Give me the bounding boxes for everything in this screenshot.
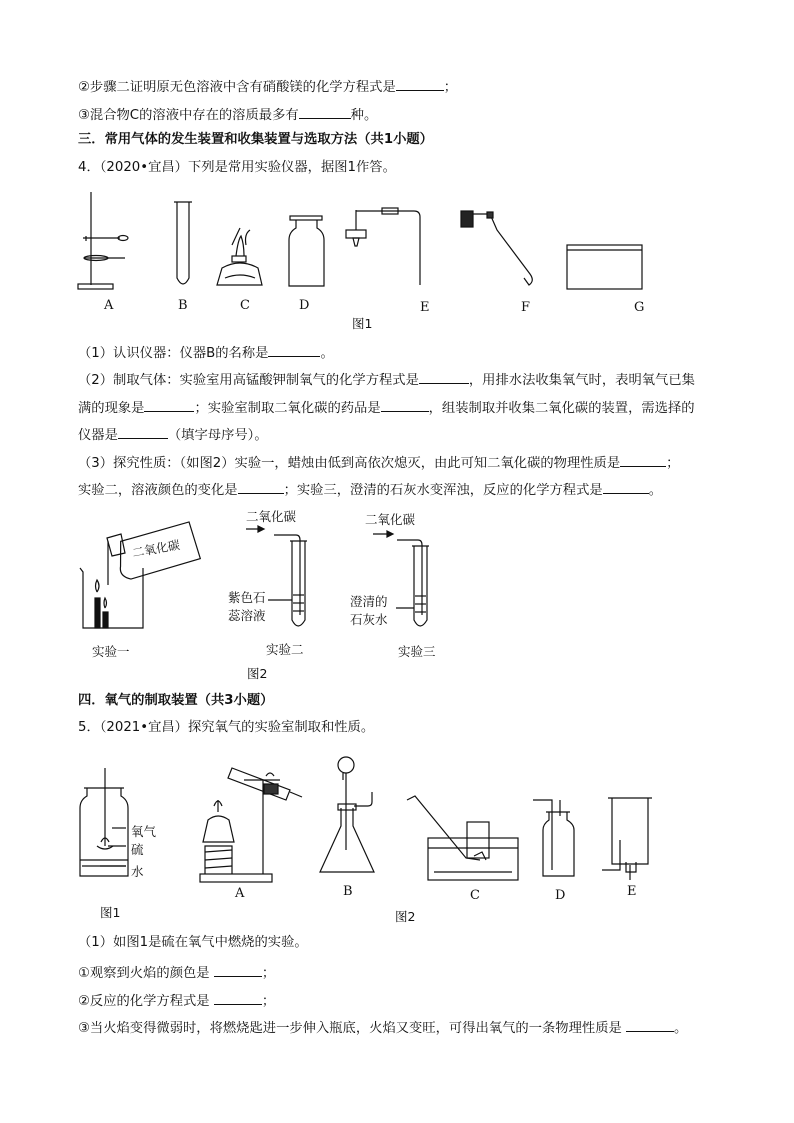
- exp3-gas-label: 二氧化碳: [365, 512, 416, 527]
- q5-stem: 5．（2021•宜昌）探究氧气的实验室制取和性质。: [78, 720, 375, 735]
- exp3-solution-label-1: 澄清的: [350, 594, 388, 609]
- fig1-label-e: E: [420, 300, 430, 315]
- sulfur-burning-jar-icon: [80, 768, 128, 876]
- exp3-solution-label-2: 石灰水: [350, 612, 388, 627]
- q5-part1: （1）如图1是硫在氧气中燃烧的实验。: [78, 935, 308, 950]
- q3-item2-line: ②步骤二证明原无色溶液中含有硝酸镁的化学方程式是 ；: [78, 76, 457, 97]
- apparatus-e-icon: [602, 798, 652, 880]
- apparatus-d-icon: [533, 800, 574, 876]
- q5-fig2-label-c: C: [470, 888, 480, 903]
- q5-fig2-label-e: E: [627, 884, 637, 899]
- answer-blank[interactable]: [626, 1017, 674, 1032]
- q4-part3-line2: 实验二，溶液颜色的变化是 ；实验三，澄清的石灰水变浑浊，反应的化学方程式是 。: [78, 479, 662, 500]
- section4-heading: 四．氧气的制取装置（共3小题）: [78, 693, 274, 708]
- q4-part1: （1）认识仪器：仪器B的名称是 。: [78, 342, 334, 363]
- q4-stem: 4．（2020•宜昌）下列是常用实验仪器，据图1作答。: [78, 160, 396, 175]
- q5-sub1: ①观察到火焰的颜色是 ；: [78, 962, 275, 983]
- fig1-oxygen-label: 氧气: [131, 824, 157, 839]
- q5-fig2-label-b: B: [343, 884, 353, 899]
- q5-fig1-caption: 图1: [100, 905, 121, 920]
- exp3-label: 实验三: [398, 644, 436, 659]
- exp2-solution-label-2: 蕊溶液: [228, 608, 266, 623]
- q4-part2-line3: 仪器是 （填字母序号）。: [78, 424, 268, 445]
- q3-item3-line: ③混合物C的溶液中存在的溶质最多有 种。: [78, 104, 377, 125]
- fig1-label-c: C: [240, 298, 250, 313]
- apparatus-c-icon: [407, 796, 518, 880]
- q5-fig2-caption: 图2: [395, 909, 416, 924]
- q5-sub3: ③当火焰变得微弱时，将燃烧匙进一步伸入瓶底，火焰又变旺，可得出氧气的一条物理性质是 。: [78, 1017, 687, 1038]
- exp2-gas-label: 二氧化碳: [246, 509, 297, 524]
- section3-heading: 三．常用气体的发生装置和收集装置与选取方法（共1小题）: [78, 132, 433, 147]
- fig1-label-f: F: [521, 300, 531, 315]
- fig1-label-g: G: [634, 300, 645, 315]
- fig1-label-b: B: [178, 298, 188, 313]
- apparatus-a-icon: [200, 768, 302, 882]
- fig1-label-d: D: [299, 298, 310, 313]
- q5-fig2-label-d: D: [555, 888, 566, 903]
- q4-part2-line1: （2）制取气体：实验室用高锰酸钾制氧气的化学方程式是 ，用排水法收集氧气时，表明氧气已集: [78, 369, 695, 390]
- exp2-solution-label-1: 紫色石: [228, 590, 266, 605]
- exp2-label: 实验二: [266, 642, 304, 657]
- apparatus-b-icon: [320, 757, 374, 872]
- q4-part3-line1: （3）探究性质：（如图2）实验一，蜡烛由低到高依次熄灭，由此可知二氧化碳的物理性质是 ；: [78, 452, 679, 473]
- fig1-water-label: 水: [131, 864, 144, 879]
- fig1-label-a: A: [104, 298, 114, 313]
- q5-sub2: ②反应的化学方程式是 ；: [78, 990, 275, 1011]
- answer-blank[interactable]: [214, 990, 262, 1005]
- fig1-caption: 图1: [352, 316, 373, 331]
- co2-bottle-label: 二氧化碳: [131, 537, 181, 561]
- q4-part2-line2: 满的现象是 ；实验室制取二氧化碳的药品是 ，组装制取并收集二氧化碳的装置，需选择的: [78, 397, 695, 418]
- q5-fig2-label-a: A: [235, 886, 245, 901]
- fig1-sulfur-label: 硫: [131, 842, 144, 857]
- exp1-label: 实验一: [92, 644, 130, 659]
- fig2-caption: 图2: [247, 666, 268, 681]
- answer-blank[interactable]: [214, 962, 262, 977]
